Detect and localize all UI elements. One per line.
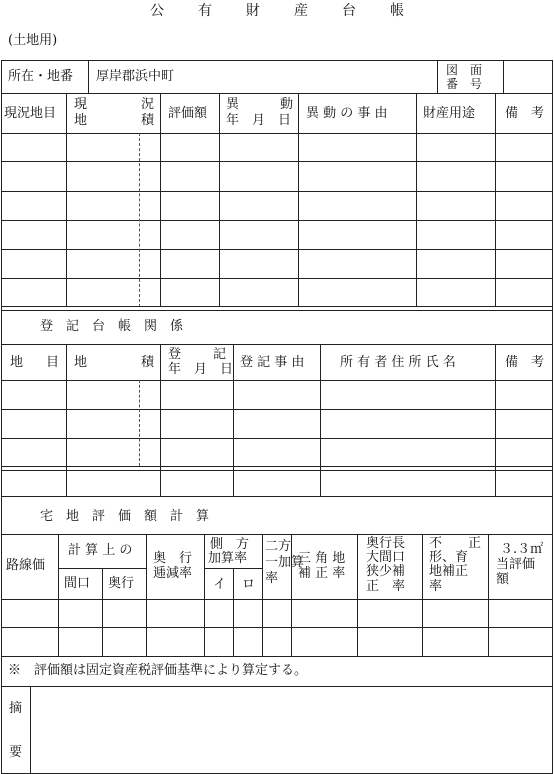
location-label: 所在・地番	[8, 69, 74, 84]
header-property-use: 財産用途	[423, 106, 476, 121]
res-header-two-side-1: 二方	[265, 539, 292, 554]
divider	[1, 496, 553, 497]
divider	[1, 278, 553, 279]
res-header-long-3: 狭少補	[366, 564, 406, 579]
reg-header-category-l: 地	[10, 355, 24, 370]
divider	[298, 93, 299, 307]
res-header-irregular-2: 形、育	[429, 550, 469, 565]
divider	[139, 133, 140, 307]
header-area-bl: 地	[74, 113, 88, 128]
title-char: 産	[294, 3, 308, 19]
divider	[88, 60, 89, 93]
res-header-long-1: 奥行長	[366, 536, 406, 551]
res-header-long-2: 大間口	[366, 550, 406, 565]
divider	[102, 568, 103, 656]
document-title	[0, 0, 554, 20]
header-land-category: 現況地目	[4, 106, 57, 121]
summary-label-bottom: 要	[9, 745, 23, 760]
divider	[262, 534, 263, 656]
res-header-frontage: 間口	[64, 576, 91, 591]
res-header-side-i: イ	[213, 577, 227, 592]
location-value: 厚岸郡浜中町	[96, 69, 175, 84]
title-char: 帳	[390, 3, 404, 19]
divider	[160, 344, 161, 496]
reg-header-area-l: 地	[74, 355, 88, 370]
divider	[1, 220, 553, 221]
divider	[495, 93, 496, 307]
divider	[1, 93, 553, 94]
header-change-reason: 異 動 の 事 由	[306, 106, 388, 121]
res-header-triangle-1: 三 角 地	[298, 551, 346, 566]
header-area-tl: 現	[74, 97, 88, 112]
divider	[1, 438, 553, 439]
divider	[416, 93, 417, 307]
map-no-label-bottom: 番 号	[446, 77, 483, 91]
divider	[488, 534, 489, 656]
divider	[219, 93, 220, 307]
divider	[357, 534, 358, 656]
title-char: 公	[150, 3, 164, 19]
res-header-side-1: 側 方	[210, 537, 250, 552]
res-header-triangle-2: 補 正 率	[298, 566, 346, 581]
registry-section-title: 登 記 台 帳 関 係	[40, 319, 184, 334]
title-char: 台	[342, 3, 356, 19]
divider	[66, 344, 67, 496]
divider	[1, 249, 553, 250]
res-header-depth: 奥行	[108, 576, 135, 591]
divider	[160, 93, 161, 307]
double-rule	[1, 466, 553, 471]
res-header-irregular-1: 不 正	[429, 536, 482, 551]
valuation-note: ※ 評価額は固定資産税評価基準により算定する。	[8, 663, 308, 678]
divider	[1, 191, 553, 192]
divider	[1, 534, 553, 535]
frame-top	[1, 60, 553, 61]
divider	[58, 534, 59, 656]
divider	[1, 133, 553, 134]
reg-header-date-bottom: 年 月 日	[168, 362, 234, 377]
res-header-side-ro: ロ	[242, 577, 256, 592]
res-header-irregular-4: 率	[429, 579, 443, 594]
reg-header-remarks: 備 考	[505, 355, 545, 370]
divider	[503, 60, 504, 93]
res-header-depth-reduce-1: 奥 行	[153, 551, 193, 566]
divider	[1, 161, 553, 162]
res-header-calc-on: 計 算 上 の	[68, 543, 133, 558]
reg-header-area-r: 積	[141, 355, 155, 370]
header-change-date-bottom: 年 月 日	[226, 113, 292, 128]
header-valuation: 評価額	[168, 106, 208, 121]
divider	[1, 344, 553, 345]
header-change-date-tr: 動	[280, 97, 294, 112]
divider	[437, 60, 438, 93]
header-area-tr: 況	[141, 97, 155, 112]
document-subtitle: (土地用)	[8, 33, 58, 48]
res-header-two-side-2: 一加算	[265, 555, 305, 570]
divider	[1, 656, 553, 657]
divider	[66, 93, 67, 307]
reg-header-date-tl: 登	[168, 347, 182, 362]
title-char: 財	[246, 3, 260, 19]
header-area-br: 積	[141, 113, 155, 128]
divider	[1, 409, 553, 410]
divider	[233, 344, 234, 496]
reg-header-category-r: 目	[46, 355, 60, 370]
header-remarks: 備 考	[505, 106, 545, 121]
res-header-irregular-3: 地補正	[429, 564, 469, 579]
header-change-date-tl: 異	[226, 97, 240, 112]
divider	[139, 380, 140, 466]
reg-header-date-tr: 記	[213, 347, 227, 362]
divider	[320, 344, 321, 496]
residential-section-title: 宅 地 評 価 額 計 算	[40, 509, 210, 524]
title-char: 有	[198, 3, 212, 19]
res-header-road-price: 路線価	[6, 558, 46, 573]
divider	[422, 534, 423, 656]
frame-left	[1, 60, 2, 773]
map-no-label-top: 図 面	[446, 63, 483, 77]
res-header-per-area-2: 当評価	[496, 557, 536, 572]
res-header-long-4: 正 率	[366, 579, 406, 594]
divider	[204, 534, 205, 656]
summary-label-top: 摘	[9, 701, 23, 716]
divider	[1, 380, 553, 381]
reg-header-reason: 登 記 事 由	[240, 355, 305, 370]
divider	[495, 344, 496, 496]
divider	[1, 627, 553, 628]
res-header-per-area-3: 額	[496, 572, 510, 587]
divider	[146, 534, 147, 656]
divider	[291, 534, 292, 656]
res-header-side-2: 加算率	[208, 551, 248, 566]
divider	[233, 568, 234, 656]
res-header-per-area-1: ３.３㎡	[500, 542, 544, 557]
reg-header-owner: 所 有 者 住 所 氏 名	[340, 355, 456, 370]
divider	[1, 599, 553, 600]
res-header-two-side-3: 率	[265, 571, 279, 586]
frame-right	[552, 60, 553, 773]
summary-field[interactable]	[31, 687, 551, 772]
res-header-depth-reduce-2: 逓減率	[153, 566, 193, 581]
double-rule	[1, 306, 553, 311]
